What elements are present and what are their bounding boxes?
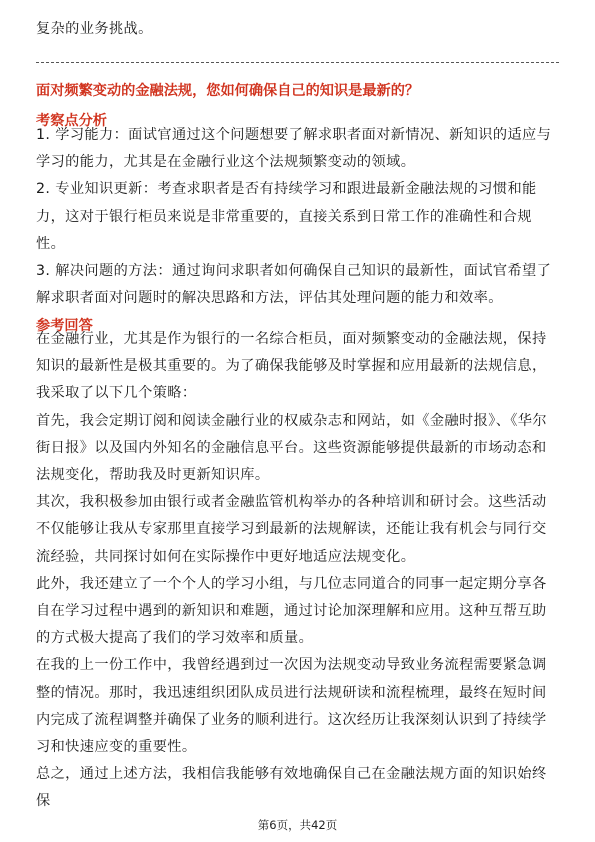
answer-heading: 参考回答 (36, 318, 93, 335)
analysis-list (36, 122, 559, 312)
answer-paragraph: 首先，我会定期订阅和阅读金融行业的权威杂志和网站，如《金融时报》、《华尔街日报》以及国内外知名的金融信息平台。这些资源能够提供最新的市场动态和法规变化，帮助我及时更新知识库。 (36, 412, 547, 484)
analysis-point: 3. 解决问题的方法：通过询问求职者如何确保自己知识的最新性，面试官希望了解求职者面对问题时的解决思路和方法，评估其处理问题的能力和效率。 (36, 263, 552, 307)
answer-paragraph: 其次，我积极参加由银行或者金融监管机构举办的各种培训和研讨会。这些活动不仅能够让我从专家那里直接学习到最新的法规解读，还能让我有机会与同行交流经验，共同探讨如何在实际操作中更好地适应法规变化。 (36, 494, 547, 565)
intro-tail-text: 复杂的业务挑战。 (36, 21, 153, 37)
answer-paragraph: 在金融行业，尤其是作为银行的一名综合柜员，面对频繁变动的金融法规，保持知识的最新性是极其重要的。为了确保我能够及时掌握和应用最新的法规信息，我采取了以下几个策略： (36, 331, 547, 402)
analysis-point: 1. 学习能力：面试官通过这个问题想要了解求职者面对新情况、新知识的适应与学习的能力，尤其是在金融行业这个法规频繁变动的领域。 (36, 127, 552, 171)
answer-body (36, 326, 559, 816)
answer-paragraph: 在我的上一份工作中，我曾经遇到过一次因为法规变动导致业务流程需要紧急调整的情况。那时，我迅速组织团队成员进行法规研读和流程梳理，最终在短时间内完成了流程调整并确保了业务的顺利进行。这次经历让我深刻认识到了持续学习和快速应变的重要性。 (36, 657, 547, 756)
analysis-heading: 考察点分析 (36, 113, 107, 130)
page-footer: 第6页，共42页 (257, 818, 338, 832)
section-divider (36, 62, 559, 63)
analysis-point: 2. 专业知识更新：考查求职者是否有持续学习和跟进最新金融法规的习惯和能力，这对于银行柜员来说是非常重要的，直接关系到日常工作的准确性和合规性。 (36, 181, 537, 252)
answer-paragraph: 此外，我还建立了一个个人的学习小组，与几位志同道合的同事一起定期分享各自在学习过程中遇到的新知识和难题，通过讨论加深理解和应用。这种互帮互助的方式极大提高了我们的学习效率和质量。 (36, 575, 547, 647)
answer-paragraph: 总之，通过上述方法，我相信我能够有效地确保自己在金融法规方面的知识始终保 (36, 766, 547, 810)
question-heading: 面对频繁变动的金融法规，您如何确保自己的知识是最新的？ (36, 83, 420, 100)
